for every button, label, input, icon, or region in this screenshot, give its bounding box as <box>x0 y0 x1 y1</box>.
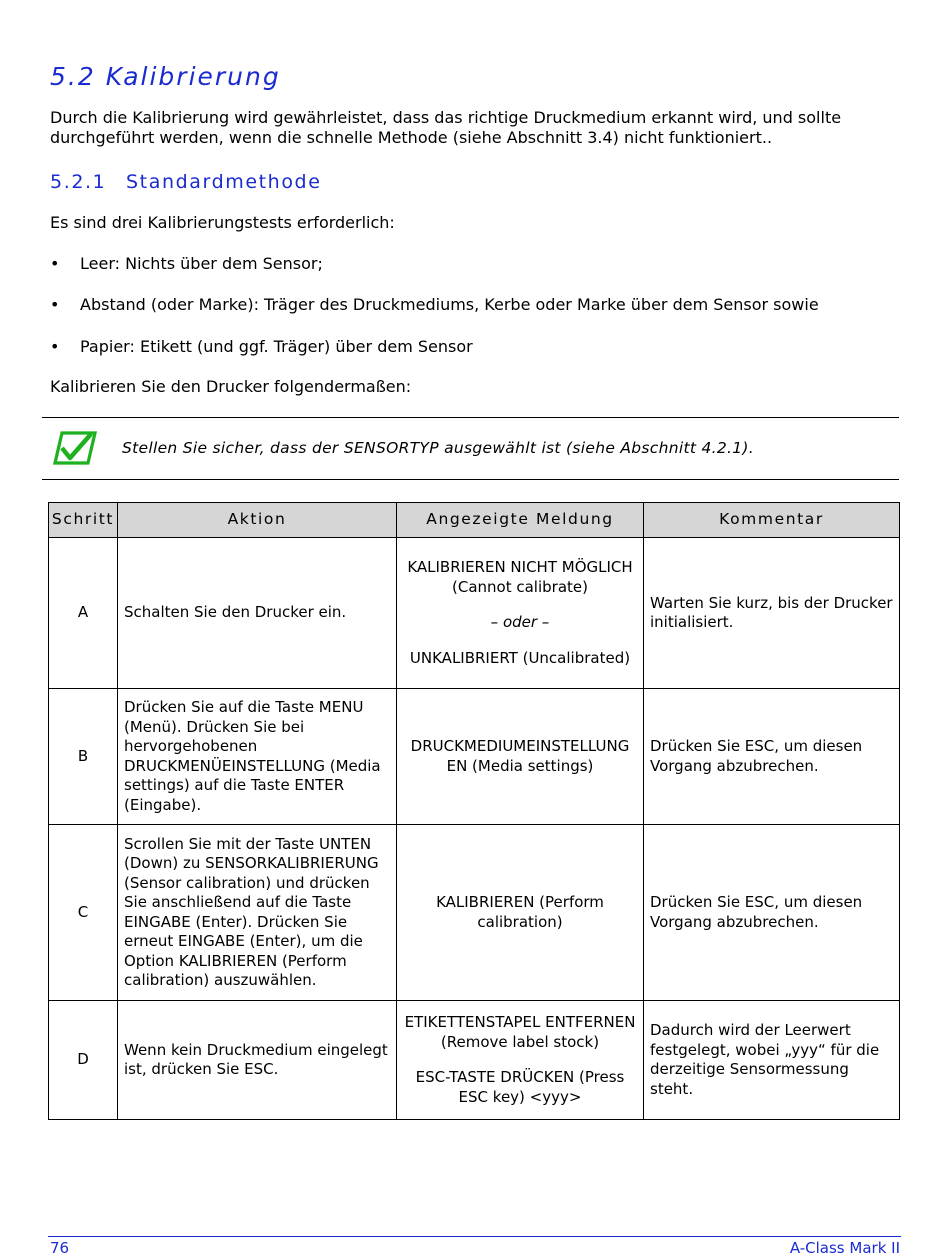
section-intro: Durch die Kalibrierung wird gewährleistet, dass das richtige Druckmedium erkannt wird, und sollte durchgeführt werden, wenn die schnelle Methode (siehe Abschnitt 3.4) nicht funktioniert.. <box>50 108 842 147</box>
page-number: 76 <box>50 1239 70 1257</box>
table-row <box>49 825 900 1001</box>
table-row <box>49 689 900 825</box>
step-cell: A <box>49 538 118 689</box>
column-header-message: Angezeigte Meldung <box>397 503 644 538</box>
table-row <box>49 1001 900 1120</box>
procedure-intro: Kalibrieren Sie den Drucker folgendermaßen: <box>50 377 412 396</box>
message-cell: KALIBRIEREN (Perform calibration) <box>397 825 644 1001</box>
step-cell: B <box>49 689 118 825</box>
column-header-comment: Kommentar <box>644 503 900 538</box>
subsection-title: Standardmethode <box>126 171 322 193</box>
comment-cell: Drücken Sie ESC, um diesen Vorgang abzubrechen. <box>644 689 900 825</box>
checkbox-check-icon <box>53 431 97 465</box>
footer-divider <box>48 1236 901 1237</box>
section-title: 5.2 Kalibrierung <box>50 62 281 91</box>
list-item: • Papier: Etikett (und ggf. Träger) über dem Sensor <box>50 337 473 356</box>
column-header-action: Aktion <box>118 503 397 538</box>
tests-intro: Es sind drei Kalibrierungstests erforderlich: <box>50 213 395 232</box>
note-top-divider <box>42 417 899 418</box>
comment-cell: Warten Sie kurz, bis der Drucker initialisiert. <box>644 538 900 689</box>
table-row <box>49 538 900 689</box>
table-header-row <box>49 503 900 538</box>
comment-cell: Dadurch wird der Leerwert festgelegt, wobei „yyy“ für die derzeitige Sensormessung steht. <box>644 1001 900 1120</box>
message-cell: ETIKETTENSTAPEL ENTFERNEN (Remove label stock) ESC-TASTE DRÜCKEN (Press ESC key) <yyy> <box>397 1001 644 1120</box>
subsection-heading <box>50 171 322 193</box>
note-text: Stellen Sie sicher, dass der SENSORTYP ausgewählt ist (siehe Abschnitt 4.2.1). <box>122 439 754 457</box>
subsection-number: 5.2.1 <box>50 171 107 193</box>
message-cell: DRUCKMEDIUMEINSTELLUNG EN (Media settings) <box>397 689 644 825</box>
step-cell: C <box>49 825 118 1001</box>
comment-cell: Drücken Sie ESC, um diesen Vorgang abzubrechen. <box>644 825 900 1001</box>
calibration-steps-table <box>48 502 900 1120</box>
action-cell: Schalten Sie den Drucker ein. <box>118 538 397 689</box>
bullet-icon: • <box>50 254 60 273</box>
action-cell: Wenn kein Druckmedium eingelegt ist, drücken Sie ESC. <box>118 1001 397 1120</box>
column-header-step: Schritt <box>49 503 118 538</box>
bullet-icon: • <box>50 337 60 356</box>
action-cell: Scrollen Sie mit der Taste UNTEN (Down) zu SENSORKALIBRIERUNG (Sensor calibration) und drücken Sie anschließend auf die Taste EINGABE (Enter). Drücken Sie erneut EINGABE (Enter), um die Option KALIBRIEREN (Perform calibration) auszuwählen. <box>118 825 397 1001</box>
step-cell: D <box>49 1001 118 1120</box>
note-bottom-divider <box>42 479 899 480</box>
bullet-icon: • <box>50 295 60 314</box>
list-item: • Leer: Nichts über dem Sensor; <box>50 254 323 273</box>
message-cell: KALIBRIEREN NICHT MÖGLICH (Cannot calibrate) – oder – UNKALIBRIERT (Uncalibrated) <box>397 538 644 689</box>
list-item: • Abstand (oder Marke): Träger des Druckmediums, Kerbe oder Marke über dem Sensor sowie <box>50 295 819 314</box>
action-cell: Drücken Sie auf die Taste MENU (Menü). Drücken Sie bei hervorgehobenen DRUCKMENÜEINSTELLUNG (Media settings) auf die Taste ENTER (Eingabe). <box>118 689 397 825</box>
footer-product: A-Class Mark II <box>789 1239 900 1257</box>
